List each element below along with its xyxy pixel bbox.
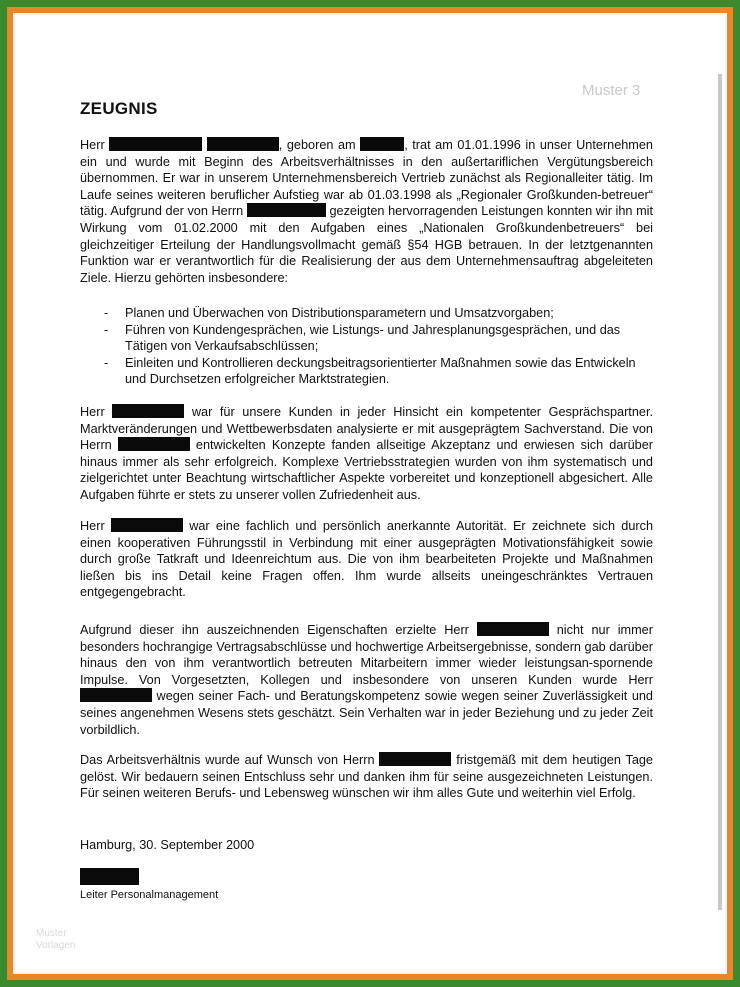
redacted-birthdate [360, 137, 404, 151]
list-item: - Planen und Überwachen von Distributionsparametern und Umsatzvorgaben; [104, 306, 554, 320]
redacted-name [379, 752, 451, 766]
muster-label: Muster 3 [582, 82, 641, 99]
redacted-name [118, 437, 190, 451]
redacted-signature [80, 868, 139, 885]
list-item: - Einleiten und Kontrollieren deckungsbeitragsorientierter Maßnahmen sowie das Entwickeln und Durchsetzen erfolgreicher Marktstrategien. [104, 355, 636, 387]
redacted-name [80, 688, 152, 702]
list-item: - Führen von Kundengesprächen, wie Listungs- und Jahresplanungsgesprächen, und das Tätigen von Verkaufsabschlüssen; [104, 322, 621, 354]
document-title: ZEUGNIS [80, 99, 158, 118]
paragraph-intro: Herr , geboren am , trat am 01.01.1996 in unser Unternehmen ein und wurde mit Beginn des Arbeitsverhältnisses in den außertariflichen Vergütungsbereich übernommen. Er war in unserem Unternehmensbereich Vertrieb zunächst als Regionalleiter tätig. Im Laufe seines weiteren beruflicher Aufstieg war ab 01.03.1998 als „Regionaler Großkunden-betreuer“ tätig. Aufgrund der von Herrn gezeigten hervorragenden Leistungen konnten wir ihn mit Wirkung vom 01.02.2000 mit den Aufgaben eines „Nationalen Großkundenbetreuers“ bei gleichzeitiger Erteilung der Handlungsvollmacht gemäß §54 HGB betrauen. In der letztgenannten Funktion war er verantwortlich für die Realisierung der aus dem Unternehmensauftrag abgeleiteten Ziele. Hierzu gehörten insbesondere: [80, 138, 653, 285]
task-list [80, 305, 653, 388]
redacted-name [112, 404, 184, 418]
signatory-role: Leiter Personalmanagement [80, 889, 219, 901]
paragraph-authority: Herr war eine fachlich und persönlich anerkannte Autorität. Er zeichnete sich durch einen kooperativen Führungsstil in Verbindung mit einer ausgeprägten Motivationsfähigkeit sowie durch große Tatkraft und Ideenreichtum aus. Die von ihm bearbeiteten Projekte und Maßnahmen ließen bis ins Detail keine Fragen offen. Ihm wurde allseits uneingeschränktes Vertrauen entgegengebracht. [80, 519, 654, 600]
redacted-name [109, 137, 202, 151]
redacted-name [111, 518, 183, 532]
redacted-name [477, 622, 549, 636]
paragraph-results: Aufgrund dieser ihn auszeichnenden Eigenschaften erzielte Herr nicht nur immer besonders hochrangige Vertragsabschlüsse und hochwertige Arbeitsergebnisse, sondern gab darüber hinaus den von ihm verantwortlich betreuten Mitarbeitern immer wieder leistungsan-spornende Impulse. Von Vorgesetzten, Kollegen und insbesondere von unseren Kunden wurde Herr wegen seiner Fach- und Beratungskompetenz sowie wegen seiner Zuverlässigkeit und seines angenehmen Wesens stets geschätzt. Sein Verhalten war in jeder Beziehung und zu jeder Zeit vorbildlich. [80, 623, 653, 737]
watermark: Muster Vorlagen [36, 928, 76, 951]
redacted-surname [207, 137, 279, 151]
paragraph-competence: Herr war für unsere Kunden in jeder Hinsicht ein kompetenter Gesprächspartner. Marktveränderungen und Wettbewerbsdaten analysierte er mit ausgeprägtem Sachverstand. Die von Herrn entwickelten Konzepte fanden allseitige Akzeptanz und erwiesen sich darüber hinaus immer als sehr erfolgreich. Komplexe Vertriebsstrategien wurden von ihm systematisch und zielgerichtet unter Beachtung wirtschaftlicher Aspekte vorbereitet und konzeptionell abgesichert. Alle Aufgaben führte er stets zu unserer vollen Zufriedenheit aus. [80, 405, 653, 502]
place-date: Hamburg, 30. September 2000 [80, 838, 255, 852]
paragraph-closing: Das Arbeitsverhältnis wurde auf Wunsch von Herrn fristgemäß mit dem heutigen Tage gelöst. Wir bedauern seinen Entschluss sehr und danken ihm für seine ausgezeichneten Leistungen. Für seinen weiteren Berufs- und Lebensweg wünschen wir ihm alles Gute und weiterhin viel Erfolg. [80, 753, 653, 801]
redacted-name [247, 203, 326, 217]
vertical-scrollbar[interactable] [718, 74, 722, 910]
